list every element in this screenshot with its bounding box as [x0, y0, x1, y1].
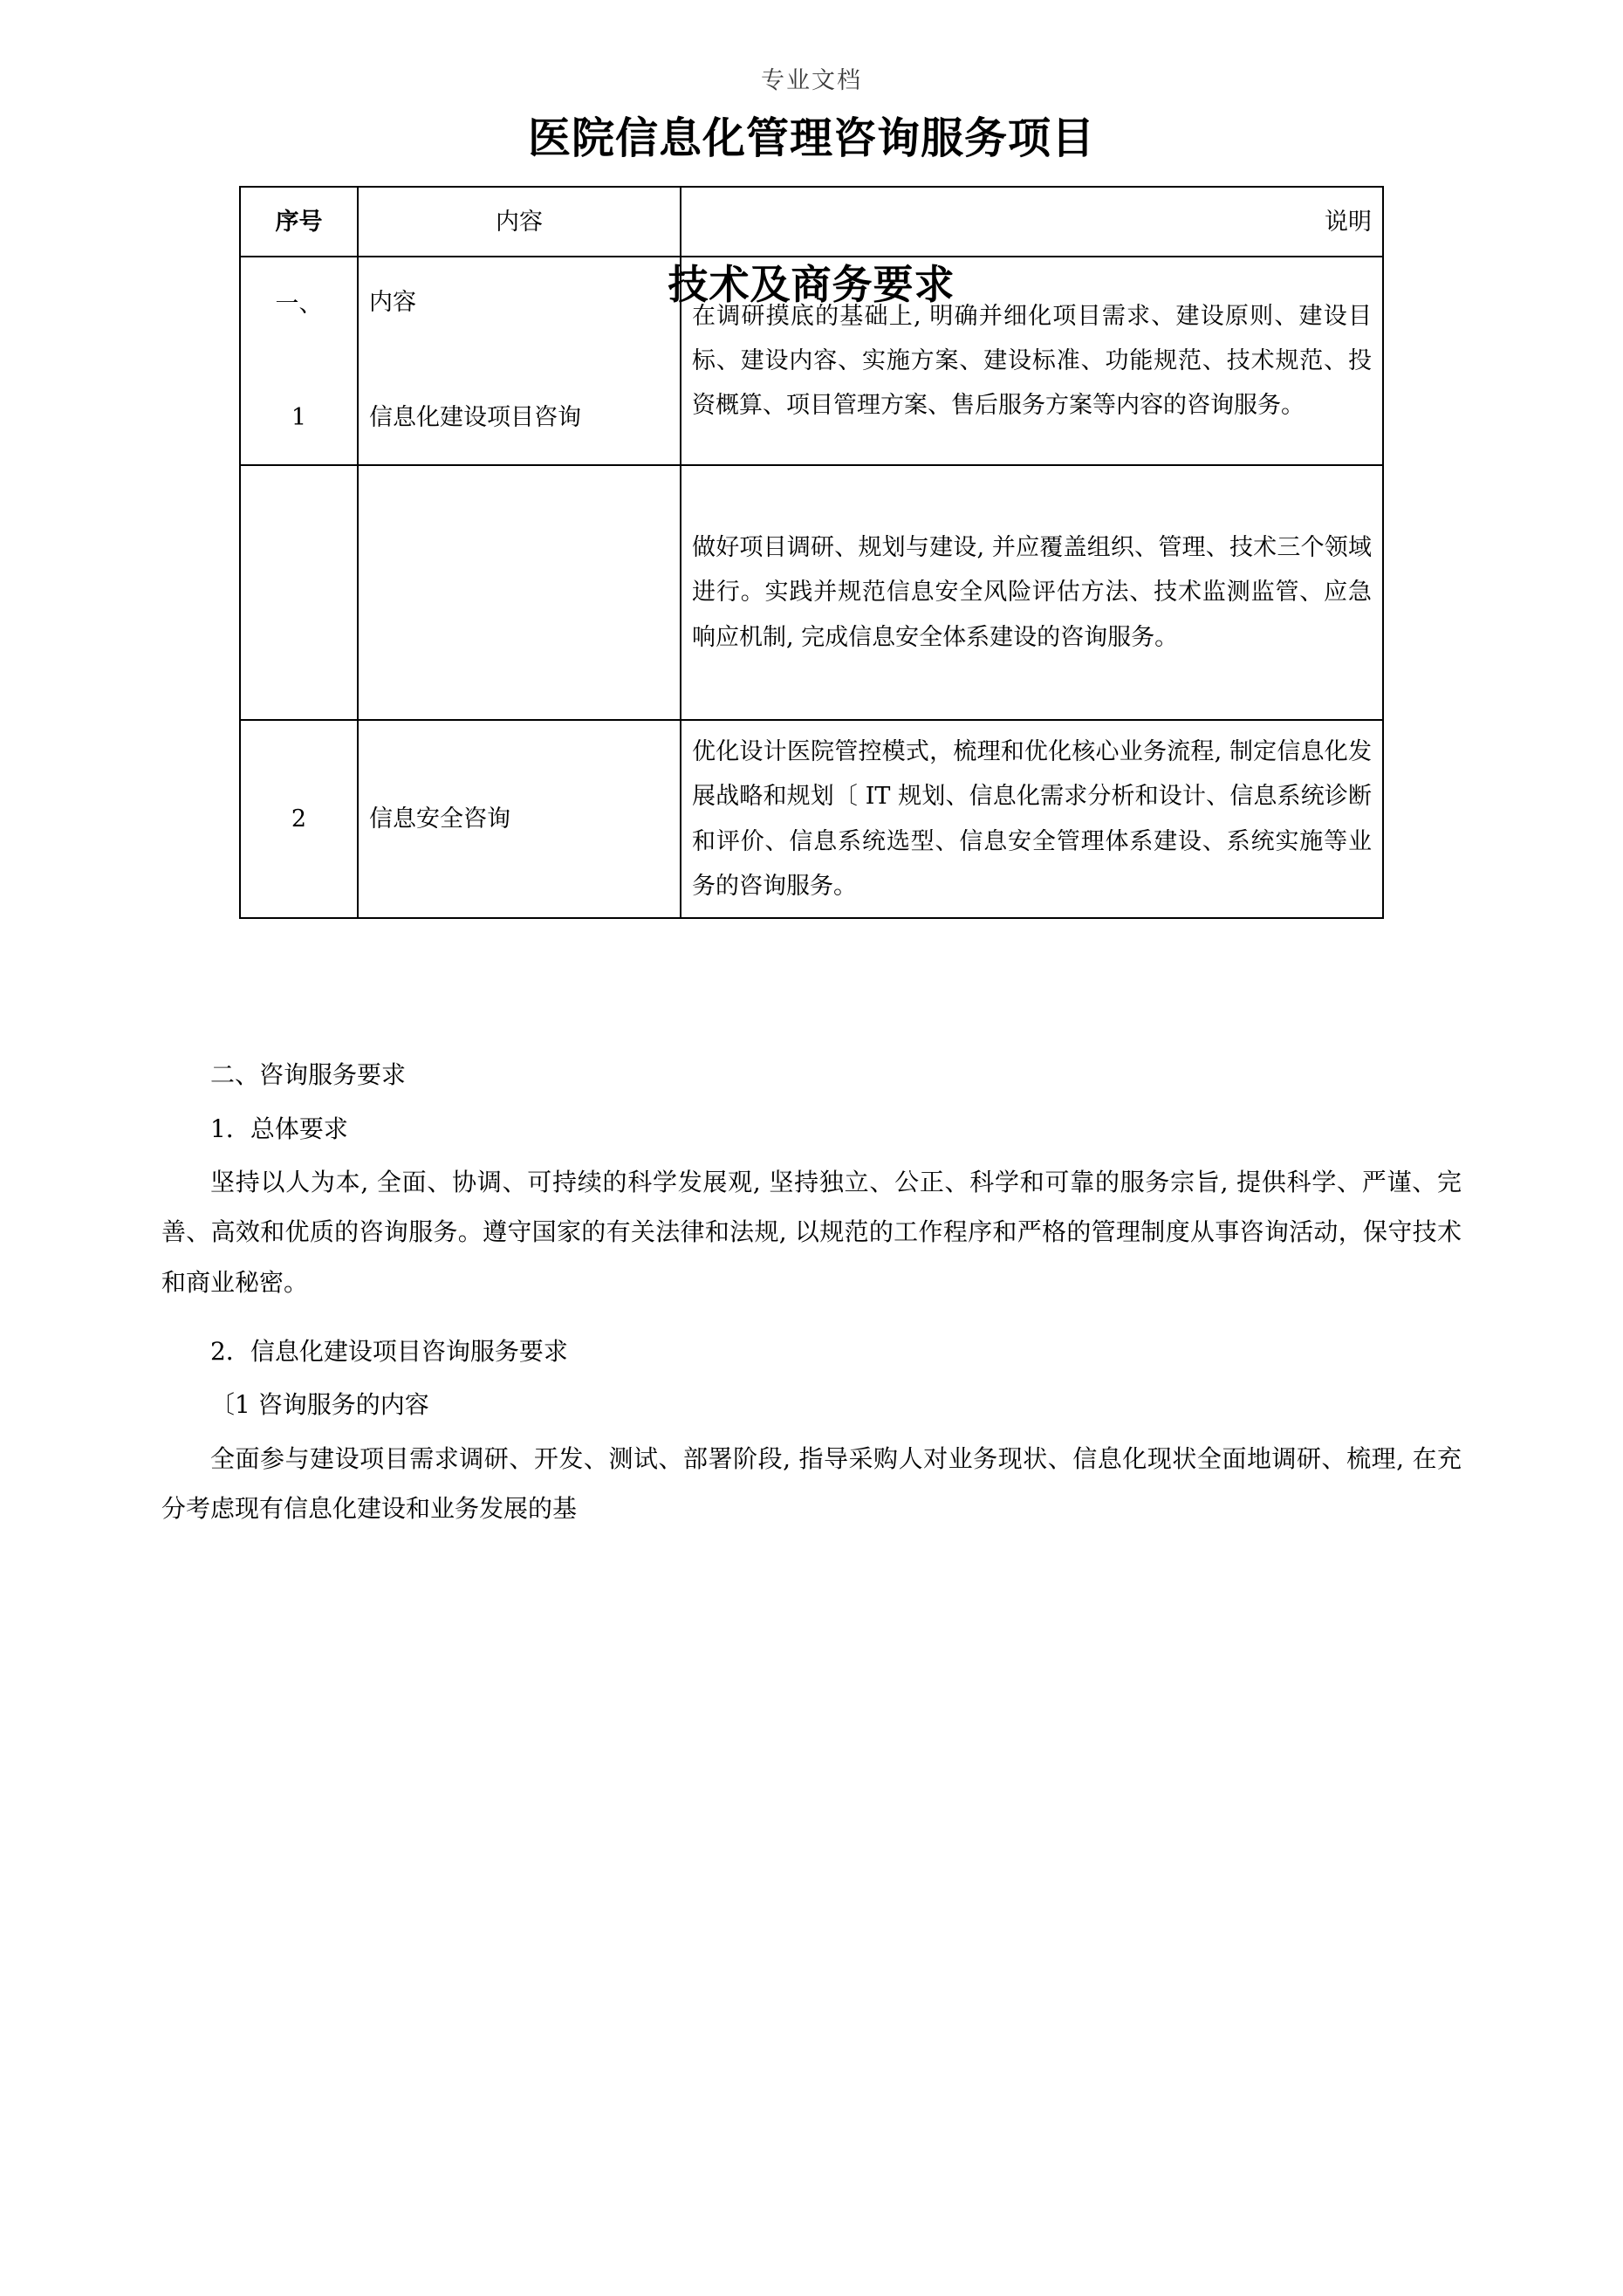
table-row [240, 465, 1383, 720]
sub1-paragraph: 坚持以人为本, 全面、协调、可持续的科学发展观, 坚持独立、公正、科学和可靠的服务宗旨, 提供科学、严谨、完善、高效和优质的咨询服务。遵守国家的有关法律和法规, 以规范的工作程序和严格的管理制度从事咨询活动，保守技术和商业秘密。 [161, 1167, 1462, 1297]
table-header-row [240, 187, 1383, 257]
sub2-item: 〔1 咨询服务的内容 [210, 1390, 429, 1420]
sub1-heading: 1．总体要求 [210, 1114, 348, 1143]
row-desc-1: 在调研摸底的基础上, 明确并细化项目需求、建设原则、建设目标、建设内容、实施方案、建设标准、功能规范、技术规范、投资概算、项目管理方案、售后服务方案等内容的咨询服务。 [681, 257, 1383, 465]
row-item-1 [358, 257, 681, 465]
row-item-top-1: 内容 [369, 289, 416, 317]
row-item-2 [358, 465, 681, 720]
overlay-title: 技术及商务要求 [668, 261, 955, 308]
requirements-table [239, 186, 1384, 919]
header-cell-no: 序号 [240, 187, 358, 257]
table-row [240, 720, 1383, 918]
header-cell-item: 内容 [358, 187, 681, 257]
sub2-heading: 2．信息化建设项目咨询服务要求 [210, 1337, 568, 1367]
row-seq-1 [240, 257, 358, 465]
sub2-paragraph: 全面参与建设项目需求调研、开发、测试、部署阶段, 指导采购人对业务现状、信息化现状全面地调研、梳理, 在充分考虑现有信息化建设和业务发展的基 [161, 1443, 1462, 1524]
body-section [161, 1050, 1462, 1534]
row-item-bottom-1: 信息化建设项目咨询 [369, 403, 581, 431]
row-seq-roman-1: 一、 [275, 291, 323, 319]
header-cell-desc: 说明 [681, 187, 1383, 257]
row-desc-2: 做好项目调研、规划与建设, 并应覆盖组织、管理、技术三个领域进行。实践并规范信息安全风险评估方法、技术监测监管、应急响应机制, 完成信息安全体系建设的咨询服务。 [681, 465, 1383, 720]
row-seq-num-1: 1 [291, 403, 307, 431]
row-item-3: 信息安全咨询 [358, 720, 681, 918]
page-title: 医院信息化管理咨询服务项目 [527, 113, 1095, 163]
row-seq-3: 2 [240, 720, 358, 918]
section-heading: 二、咨询服务要求 [210, 1060, 407, 1090]
row-desc-3: 优化设计医院管控模式，梳理和优化核心业务流程, 制定信息化发展战略和规划〔 IT 规划、信息化需求分析和设计、信息系统诊断和评价、信息系统选型、信息安全管理体系建设、系统实施等业务的咨询服务。 [681, 720, 1383, 918]
table-row [240, 257, 1383, 465]
watermark-text: 专业文档 [761, 67, 862, 94]
row-seq-2 [240, 465, 358, 720]
